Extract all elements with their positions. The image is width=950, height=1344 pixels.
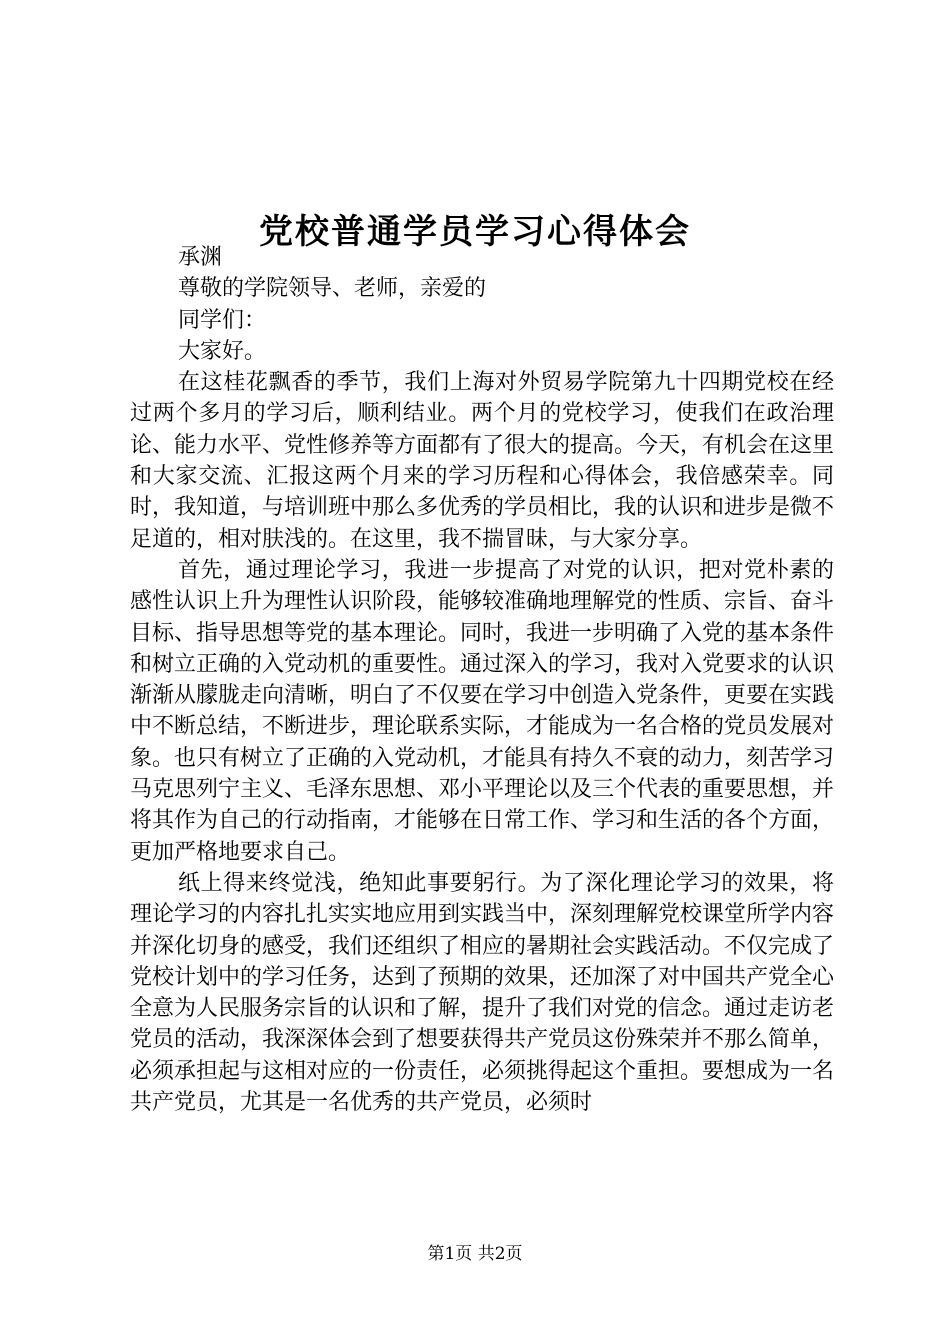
greeting-line: 同学们： bbox=[178, 307, 267, 333]
body-paragraph: 首先，通过理论学习，我进一步提高了对党的认识，把对党朴素的感性认识上升为理性认识阶段，能够较准确地理解党的性质、宗旨、奋斗目标、指导思想等党的基本理论。同时，我进一步明确了入党的基本条件和树立正确的入党动机的重要性。通过深入的学习，我对入党要求的认识渐渐从朦胧走向清晰，明白了不仅要在学习中创造入党条件，更要在实践中不断总结，不断进步，理论联系实际，才能成为一名合格的党员发展对象。也只有树立了正确的入党动机，才能具有持久不衰的动力，刻苦学习马克思列宁主义、毛泽东思想、邓小平理论以及三个代表的重要思想，并将其作为自己的行动指南，才能够在日常工作、学习和生活的各个方面，更加严格地要求自己。 bbox=[130, 557, 835, 865]
body-paragraph: 纸上得来终觉浅，绝知此事要躬行。为了深化理论学习的效果，将理论学习的内容扎扎实实地应用到实践当中，深刻理解党校课堂所学内容并深化切身的感受，我们还组织了相应的暑期社会实践活动。不仅完成了党校计划中的学习任务，达到了预期的效果，还加深了对中国共产党全心全意为人民服务宗旨的认识和了解，提升了我们对党的信念。通过走访老党员的活动，我深深体会到了想要获得共产党员这份殊荣并不那么简单，必须承担起与这相对应的一份责任，必须挑得起这个重担。要想成为一名共产党员，尤其是一名优秀的共产党员，必须时 bbox=[130, 870, 835, 1116]
body-paragraph: 在这桂花飘香的季节，我们上海对外贸易学院第九十四期党校在经过两个多月的学习后，顺利结业。两个月的党校学习，使我们在政治理论、能力水平、党性修养等方面都有了很大的提高。今天，有机会在这里和大家交流、汇报这两个月来的学习历程和心得体会，我倍感荣幸。同时，我知道，与培训班中那么多优秀的学员相比，我的认识和进步是微不足道的，相对肤浅的。在这里，我不揣冒昧，与大家分享。 bbox=[130, 370, 835, 552]
author-line: 承渊 bbox=[178, 245, 223, 270]
document-body bbox=[130, 242, 834, 1118]
page-footer: 第1页 共2页 bbox=[427, 1244, 523, 1264]
document-title: 党校普通学员学习心得体会 bbox=[259, 211, 691, 252]
greeting-line: 尊敬的学院领导、老师，亲爱的 bbox=[178, 276, 487, 302]
greeting-line: 大家好。 bbox=[178, 338, 267, 364]
